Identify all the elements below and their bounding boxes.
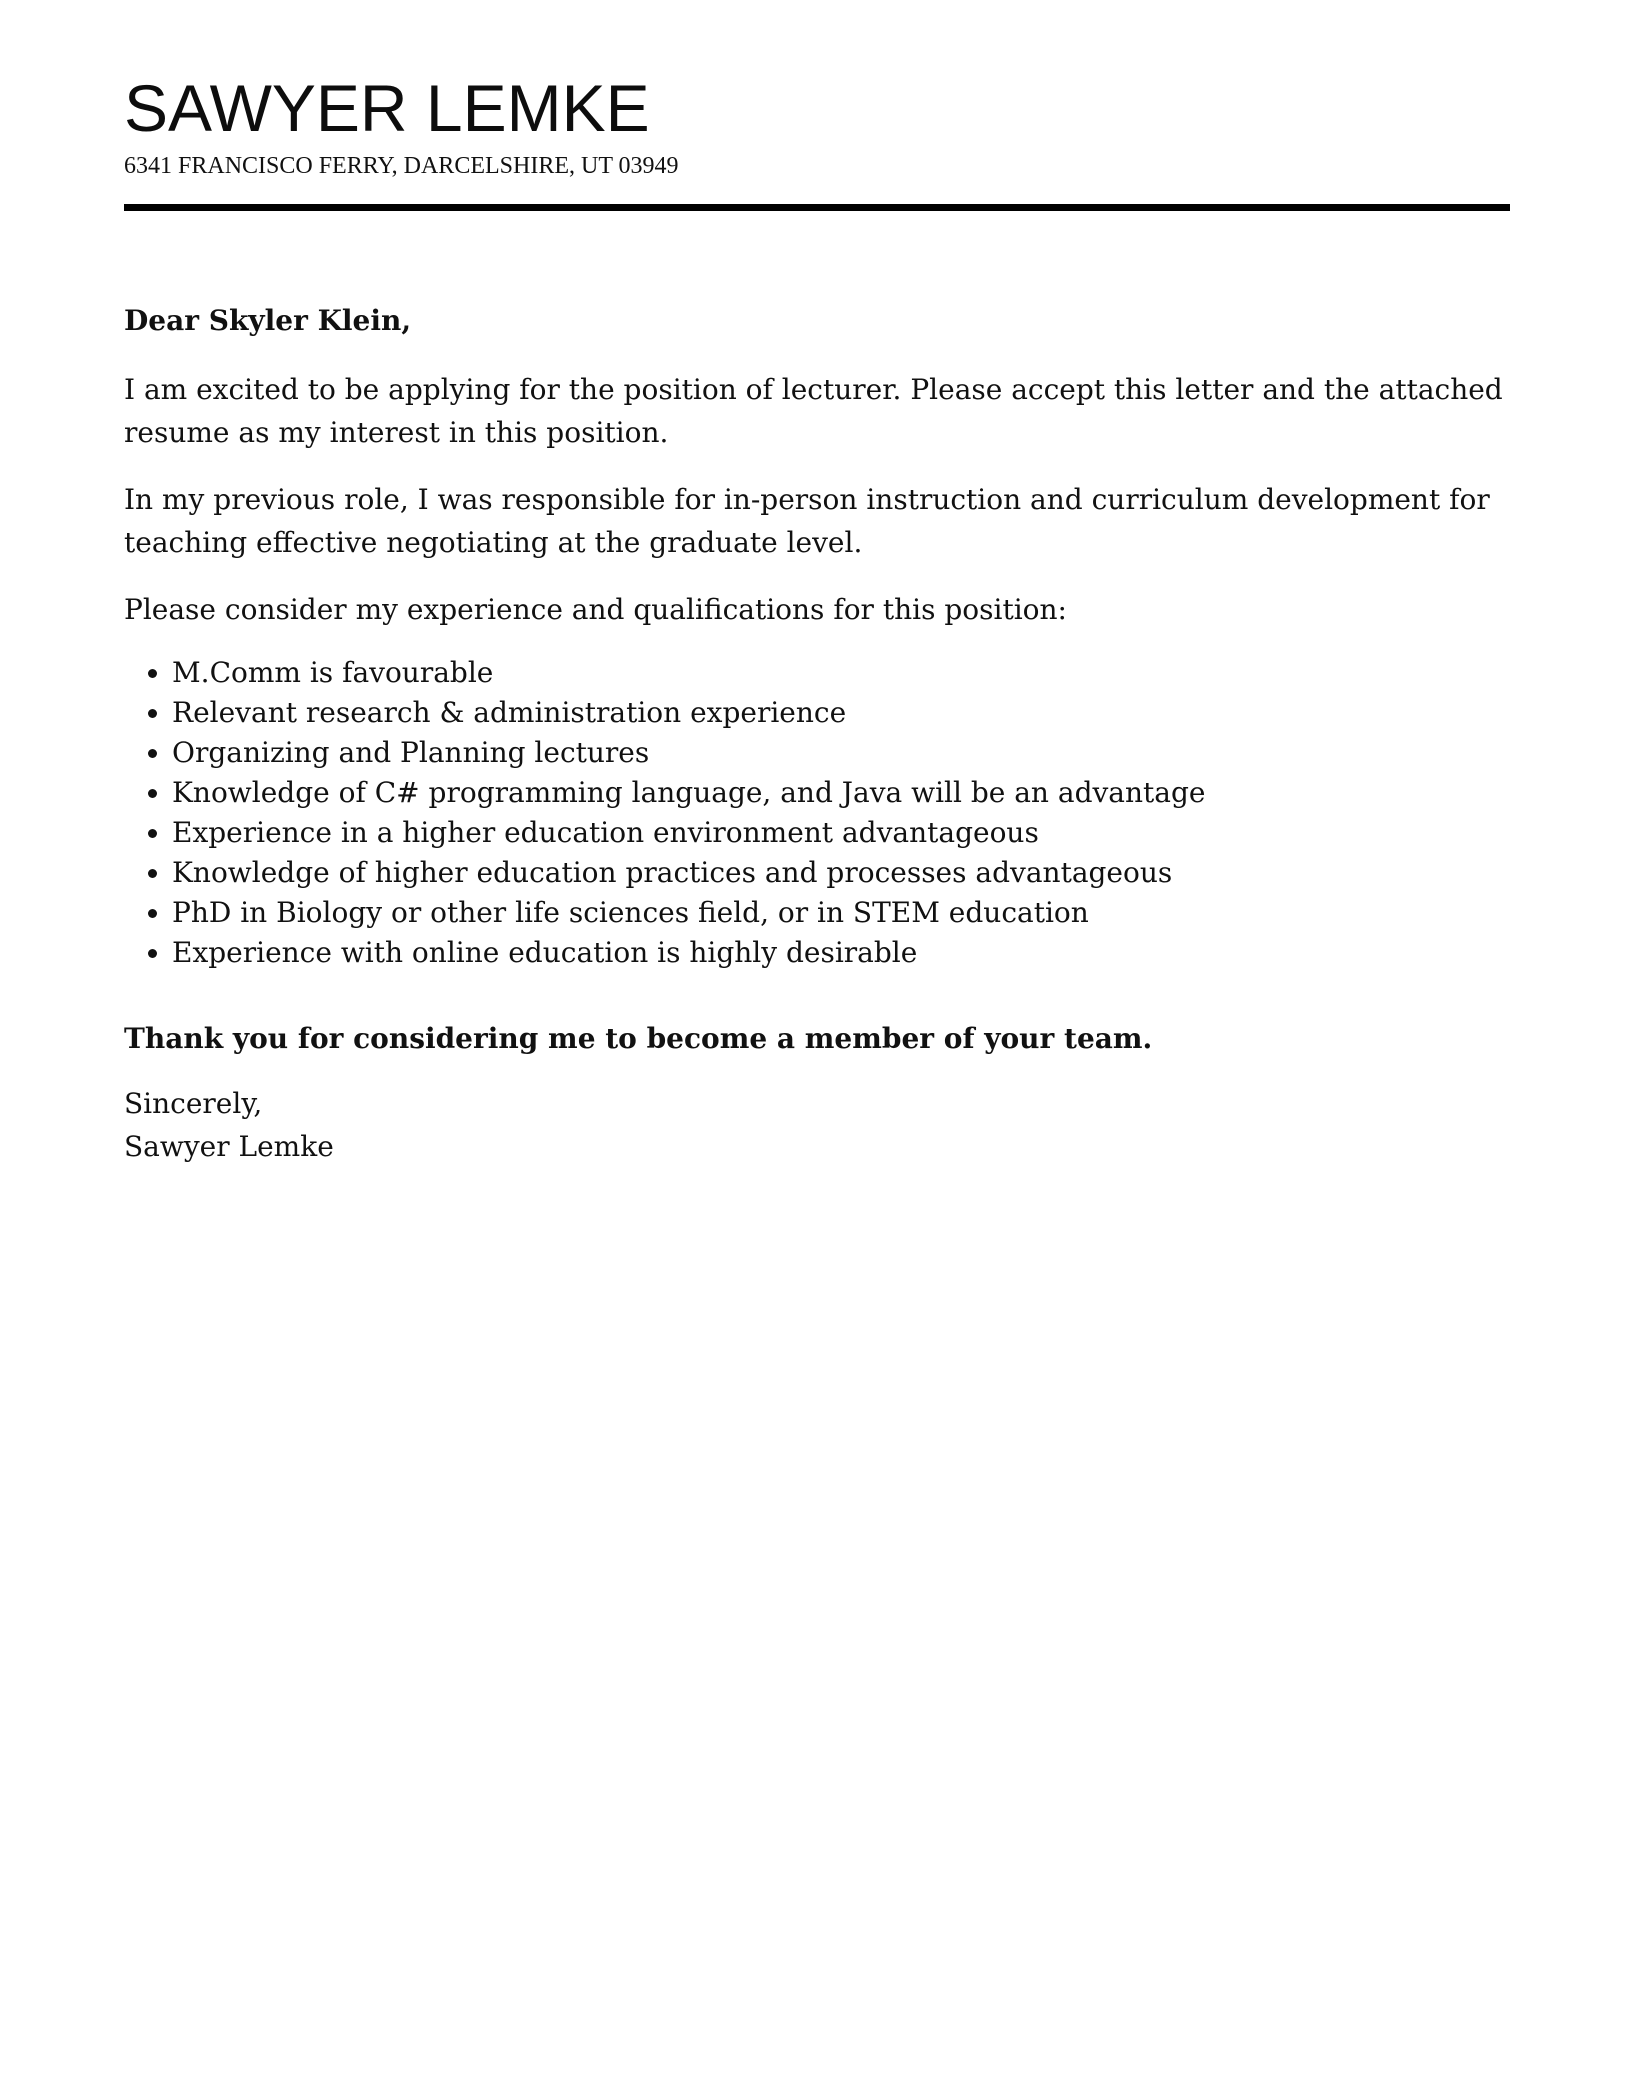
list-item: • Experience with online education is highly desirable: [172, 933, 1510, 973]
closing-phrase: Sincerely,: [124, 1087, 263, 1120]
intro-paragraph: I am excited to be applying for the position of lecturer. Please accept this letter and the attached resume as my interest in this position.: [124, 373, 1503, 449]
list-item: • PhD in Biology or other life sciences field, or in STEM education: [172, 893, 1510, 933]
thank-you-line: Thank you for considering me to become a member of your team.: [124, 1022, 1153, 1055]
applicant-address: 6341 FRANCISCO FERRY, DARCELSHIRE, UT 03949: [124, 153, 679, 179]
list-item: • M.Comm is favourable: [172, 653, 1510, 693]
qualifications-intro: Please consider my experience and qualifications for this position:: [124, 593, 1067, 626]
experience-paragraph: In my previous role, I was responsible for in-person instruction and curriculum development for teaching effective negotiating at the graduate level.: [124, 483, 1490, 559]
salutation: Dear Skyler Klein,: [124, 304, 412, 337]
qualifications-list: [124, 653, 1510, 973]
list-item: • Relevant research & administration experience: [172, 693, 1510, 733]
closing-block: [124, 1082, 1510, 1168]
list-item: • Knowledge of C# programming language, and Java will be an advantage: [172, 773, 1510, 813]
list-item: • Knowledge of higher education practices and processes advantageous: [172, 853, 1510, 893]
applicant-name: SAWYER LEMKE: [124, 71, 650, 145]
list-item: • Organizing and Planning lectures: [172, 733, 1510, 773]
cover-letter-page: [124, 68, 1510, 1168]
signature-name: Sawyer Lemke: [124, 1130, 334, 1163]
list-item: • Experience in a higher education environment advantageous: [172, 813, 1510, 853]
header-divider: [124, 204, 1510, 211]
